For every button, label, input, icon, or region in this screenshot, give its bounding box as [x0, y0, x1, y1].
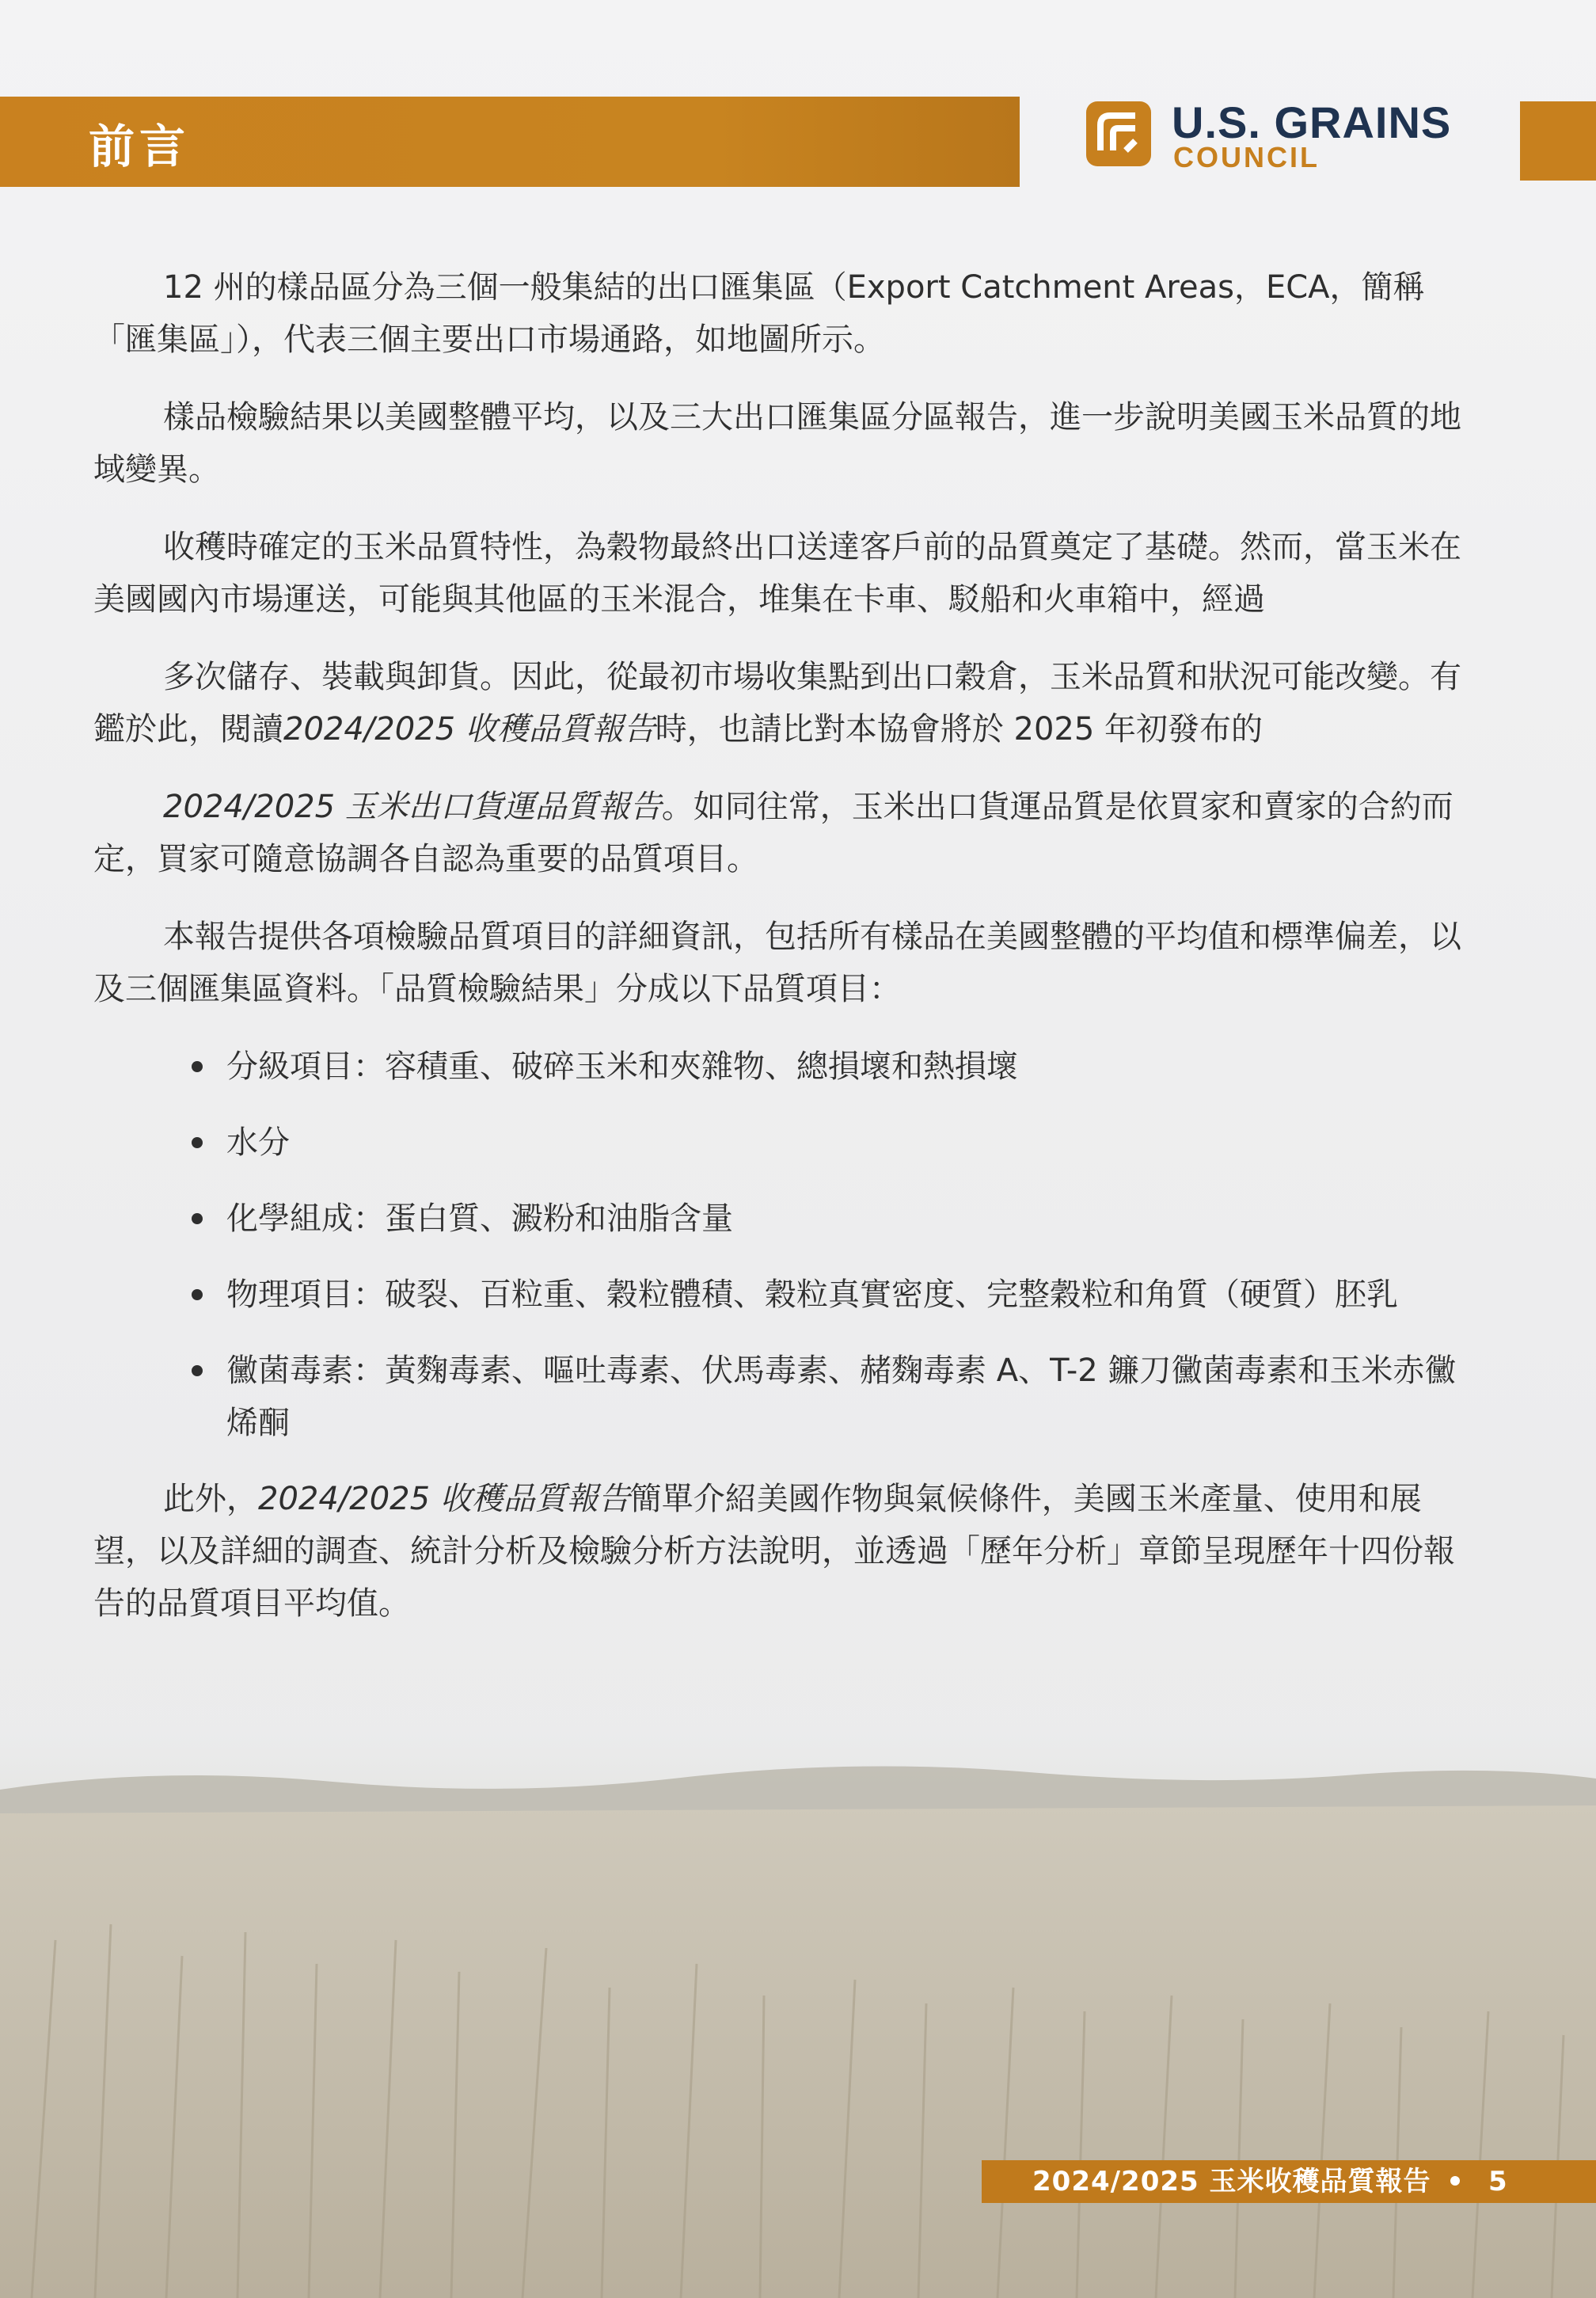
- footer-separator-dot: [1450, 2176, 1460, 2186]
- list-item: 分級項目：容積重、破碎玉米和夾雜物、總損壞和熱損壞: [226, 1041, 1471, 1093]
- text-span: 時，也請比對本協會將於 2025 年初發布的: [655, 711, 1264, 748]
- body-text: [93, 261, 1471, 1655]
- text-span: 。如同往常，玉米出口貨運品質是依買家和賣家的合約而定，買家可隨意協調各自認為重要的品質項目。: [93, 789, 1454, 877]
- paragraph: 本報告提供各項檢驗品質項目的詳細資訊，包括所有樣品在美國整體的平均值和標準偏差，以及三個匯集區資料。「品質檢驗結果」分成以下品質項目：: [93, 919, 1461, 1007]
- quality-items-list: [93, 1041, 1471, 1449]
- list-item: 黴菌毒素：黃麴毒素、嘔吐毒素、伏馬毒素、赭麴毒素 A、T-2 鐮刀黴菌毒素和玉米赤黴烯酮: [226, 1345, 1471, 1449]
- text-span: 多次儲存、裝載與卸貨。因此，從最初市場收集點到出口穀倉，玉米品質和狀況可能改變。有鑑於此，閱讀: [93, 659, 1461, 748]
- paragraph: 12 州的樣品區分為三個一般集結的出口匯集區（Export Catchment Areas，ECA，簡稱「匯集區」），代表三個主要出口市場通路，如地圖所示。: [93, 269, 1425, 358]
- list-item: 化學組成：蛋白質、澱粉和油脂含量: [226, 1193, 1471, 1245]
- paragraph: 樣品檢驗結果以美國整體平均，以及三大出口匯集區分區報告，進一步說明美國玉米品質的地域變異。: [93, 399, 1461, 488]
- footer-report-title: 2024/2025 玉米收穫品質報告: [1032, 2166, 1431, 2197]
- paragraph: 收穫時確定的玉米品質特性，為穀物最終出口送達客戶前的品質奠定了基礎。然而，當玉米在美國國內市場運送，可能與其他區的玉米混合，堆集在卡車、駁船和火車箱中，經過: [93, 529, 1461, 618]
- us-grains-council-logo-icon: [1083, 98, 1154, 169]
- text-span: 此外，: [163, 1481, 258, 1517]
- logo-subtitle: COUNCIL: [1173, 141, 1320, 173]
- list-item: 物理項目：破裂、百粒重、穀粒體積、穀粒真實密度、完整穀粒和角質（硬質）胚乳: [226, 1269, 1471, 1321]
- header-accent-block: [1520, 101, 1596, 181]
- paragraph: [93, 781, 1471, 885]
- page-title: 前言: [89, 120, 191, 173]
- text-span: 簡單介紹美國作物與氣候條件，美國玉米產量、使用和展望，以及詳細的調查、統計分析及檢驗分析方法說明，並透過「歷年分析」章節呈現歷年十四份報告的品質項目平均值。: [93, 1481, 1455, 1622]
- report-title-italic: 2024/2025 收穫品質報告: [258, 1481, 630, 1517]
- list-item: 水分: [226, 1117, 1471, 1169]
- logo-wordmark: U.S. GRAINS: [1172, 97, 1452, 147]
- corn-field-background: [0, 1703, 1596, 2298]
- paragraph: [93, 1473, 1471, 1630]
- page-number: 5: [1488, 2166, 1507, 2197]
- paragraph: [93, 651, 1471, 755]
- report-title-italic: 2024/2025 收穫品質報告: [283, 711, 656, 748]
- report-title-italic: 2024/2025 玉米出口貨運品質報告: [163, 789, 662, 825]
